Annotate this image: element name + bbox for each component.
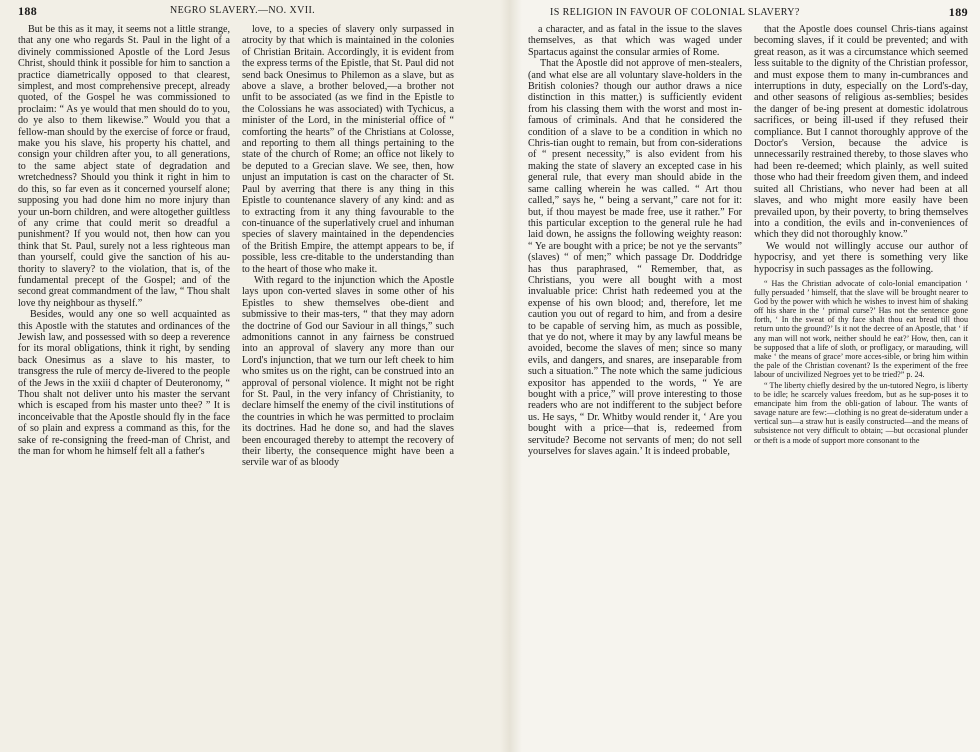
paragraph: love, to a species of slavery only surpassed in atrocity by that which is maintained in the colonies of Christian Britain. Accordingly, it is evident from the express terms of the Epistle, that St. Paul did not send back Onesimus to Philemon as a slave, but as above a slave, a brother beloved,—a brother not unfit to be associated (as we find in the Epistle to the Colossians he was associated) with Tychicus, a minister of the Lord, in the ministerial office of “ comforting the hearts” of the Christians at Colosse, and reporting to them all things pertaining to the state of the church of Rome; an office not likely to be deputed to a Grecian slave. We see, then, how unjust an imputation is cast on the character of St. Paul by averring that there is any thing in this Epistle to countenance slavery of any kind: and as to extracting from it any thing favourable to the con-tinuance of the superlatively cruel and inhuman species of slavery maintained in the dependencies of the British Empire, the attempt appears to be, if possible, less cre-ditable to the understanding than to the heart of those who make it. (242, 24, 454, 275)
right-column-1 (528, 24, 742, 746)
paragraph: Besides, would any one so well acquainted as this Apostle with the statutes and ordinances of the Jewish law, and possessed with so deep a reverence for its moral obligations, think it right, by sending back Onesimus as a slave to his master, to transgress the rule of mercy de-livered to the people of the Jews in the xxiii d chapter of Deuteronomy, “ Thou shalt not deliver unto his master the servant which is escaped from his master unto thee? ” It is inconceivable that the Apostle should fly in the face of so plain and express a command as this, for the sake of re-consigning the freed-man of Christ, and the man for whom he himself felt all a father's (18, 309, 230, 458)
paragraph: a character, and as fatal in the issue to the slaves themselves, as that which was waged under Spartacus against the consular armies of Rome. (528, 24, 742, 58)
paragraph: We would not willingly accuse our author of hypocrisy, and yet there is something very like hypocrisy in such passages as the following. (754, 240, 968, 275)
left-column-2 (242, 24, 454, 746)
left-running-head: NEGRO SLAVERY.—NO. XVII. (170, 5, 316, 16)
paragraph: With regard to the injunction which the Apostle lays upon con-verted slaves in some other of his Epistles to shew themselves obe-dient and submissive to their mas-ters, “ that they may adorn the doctrine of God our Saviour in all things,” such admonitions cannot in any fairness be construed into an approval of slavery any more than our Lord's injunction, that we turn our left cheek to him who smites us on the right, can be construed into an approval of personal violence. It might not be right for St. Paul, in the very infancy of Christianity, to declare himself the enemy of the civil institutions of the countries in which he was permitted to proclaim its doctrines. Had he done so, and had the slaves been encouraged thereby to attempt the recovery of their liberty, the consequence might have been a servile war of as bloody (242, 274, 454, 469)
paragraph: That the Apostle did not approve of men-stealers, (and what else are all voluntary slave-holders in the British colonies? though our author draws a nice distinction in this matter,) is sufficiently evident from his classing them with the worst and most in-famous of criminals. And that he considered the condition of a slave to be a condition in which no Chris-tian ought to remain, but from con-siderations of “ present necessity,” is also evident from his making the state of slavery an excepted case in his general rule, that every man should abide in the same calling wherein he was called. “ Art thou called,” says he, “ being a servant,” care not for it: but, if thou mayest be made free, use it rather.” For this particular exception to the general rule he had laid down, he assigns the following weighty reason: “ Ye are bought with a price; be not ye the servants” (slaves) “ of men;” which passage Dr. Doddridge has thus paraphrased, “ Remember, that, as Christians, you were all bought with a most invaluable price: Christ hath redeemed you at the expense of his own blood; and, therefore, let me caution you out of regard to him, and from a desire to be capable of serving him, as much as possible, that ye do not, where it may by any lawful means be avoided, become the slaves of men; since so many evils, and dangers, and snares, are inseparable from such a situation.” The note which the same judicious expositor has appended to the words, “ Ye are bought with a price,” will prove interesting to those readers who are not indifferent to the subject before us. He says, “ Dr. Whitby would render it, ‘ Are you bought with a price—that is, redeemed from servitude? Become not servants of men; do not sell yourselves for slaves again.’ It is indeed probable, (528, 58, 742, 458)
right-page (522, 0, 980, 752)
paragraph: “ Has the Christian advocate of colo-lonial emancipation ‘ fully persuaded ’ himself, that the slave will be brought nearer to God by the power with which he wishes to invest him of shaking off his share in the ‘ primal curse?’ Has not the sentence gone forth, ‘ In the sweat of thy face shalt thou eat bread till thou return unto the ground?’ Is it not the decree of an Apostle, that ‘ if any man will not work, neither should he eat?’ How, then, can it be supposed that a life of sloth, or profligacy, or marauding, will make ‘ the means of grace’ more acces-sible, or bring him within the pale of the Christian covenant? Is the experiment of the free labour of uncivilized Negroes yet to be tried?” p. 24. (754, 278, 968, 379)
left-column-1 (18, 24, 230, 746)
book-gutter (500, 0, 522, 752)
right-column-2 (754, 24, 968, 746)
footnote-quotation (754, 279, 968, 445)
paragraph: But be this as it may, it seems not a little strange, that any one who regards St. Paul in the light of a divinely commissioned Apostle of the Lord Jesus Christ, should think it possible for him to sanction a practice diametrically opposed to that clearest, simplest, and most comprehensive precept, already quoted, of the Gospel he was commissioned to proclaim: “ As ye would that men should do to you, do ye also to them likewise.” Would you that a fellow-man should by the exercise of force or fraud, make you his slave, his property his chattel, and consign your children after you, to all generations, to the same abject state of degradation and wretchedness? Should you think it right in him to do this, so far even as it concerned yourself alone; supposing you had done him no more injury than your un-born children, and were altogether guiltless of any crime that could merit so dreadful a punishment? If you would not, then how can you think that St. Paul, surely not a less righteous man than yourself, could give the sanction of his au-thority to slavery? to the violation, that is, of the fundamental precept of the Gospel; and of the second great commandment of the law, “ Thou shalt love thy neighbour as thyself.” (18, 24, 230, 309)
left-page-number: 188 (18, 4, 38, 18)
right-page-number: 189 (948, 5, 968, 19)
paragraph: that the Apostle does counsel Chris-tians against becoming slaves, if it could be prevented; and with great reason, as it was a circumstance which seemed less suitable to the dignity of the Christian professor, and must expose them to many in-cumbrances and interruptions in duty, especially on the Lord's-day, and other seasons of religious as-semblies; besides the danger of be-ing present at domestic idolatrous sacrifices, or being ill-used if they refused their compliance. But I cannot thoroughly approve of the Doctor's Version, because the advice is unnecessarily restrained thereby, to those slaves who had been re-deemed; which plainly, as well suited those who had their freedom given them, and indeed suited all Christians, who never had been at all slaves, and who might more easily have been prevailed upon, by their poverty, to bring themselves into a condition, the evils and in-conveniences of which they did not thoroughly know.” (754, 24, 968, 241)
right-running-head: IS RELIGION IN FAVOUR OF COLONIAL SLAVERY? (550, 7, 800, 18)
right-column-2-text (754, 24, 968, 275)
paragraph: “ The liberty chiefly desired by the un-tutored Negro, is liberty to be idle; he scarcely values freedom, but as he sup-poses it to emancipate him from the obli-gation of labour. The wants of savage nature are few:—clothing is no great de-sideratum under a vertical sun—a straw hut is easily constructed—and the means of subsistence not very difficult to obtain; —but occasional plunder or theft is a mode of support more consonant to the (754, 380, 968, 445)
